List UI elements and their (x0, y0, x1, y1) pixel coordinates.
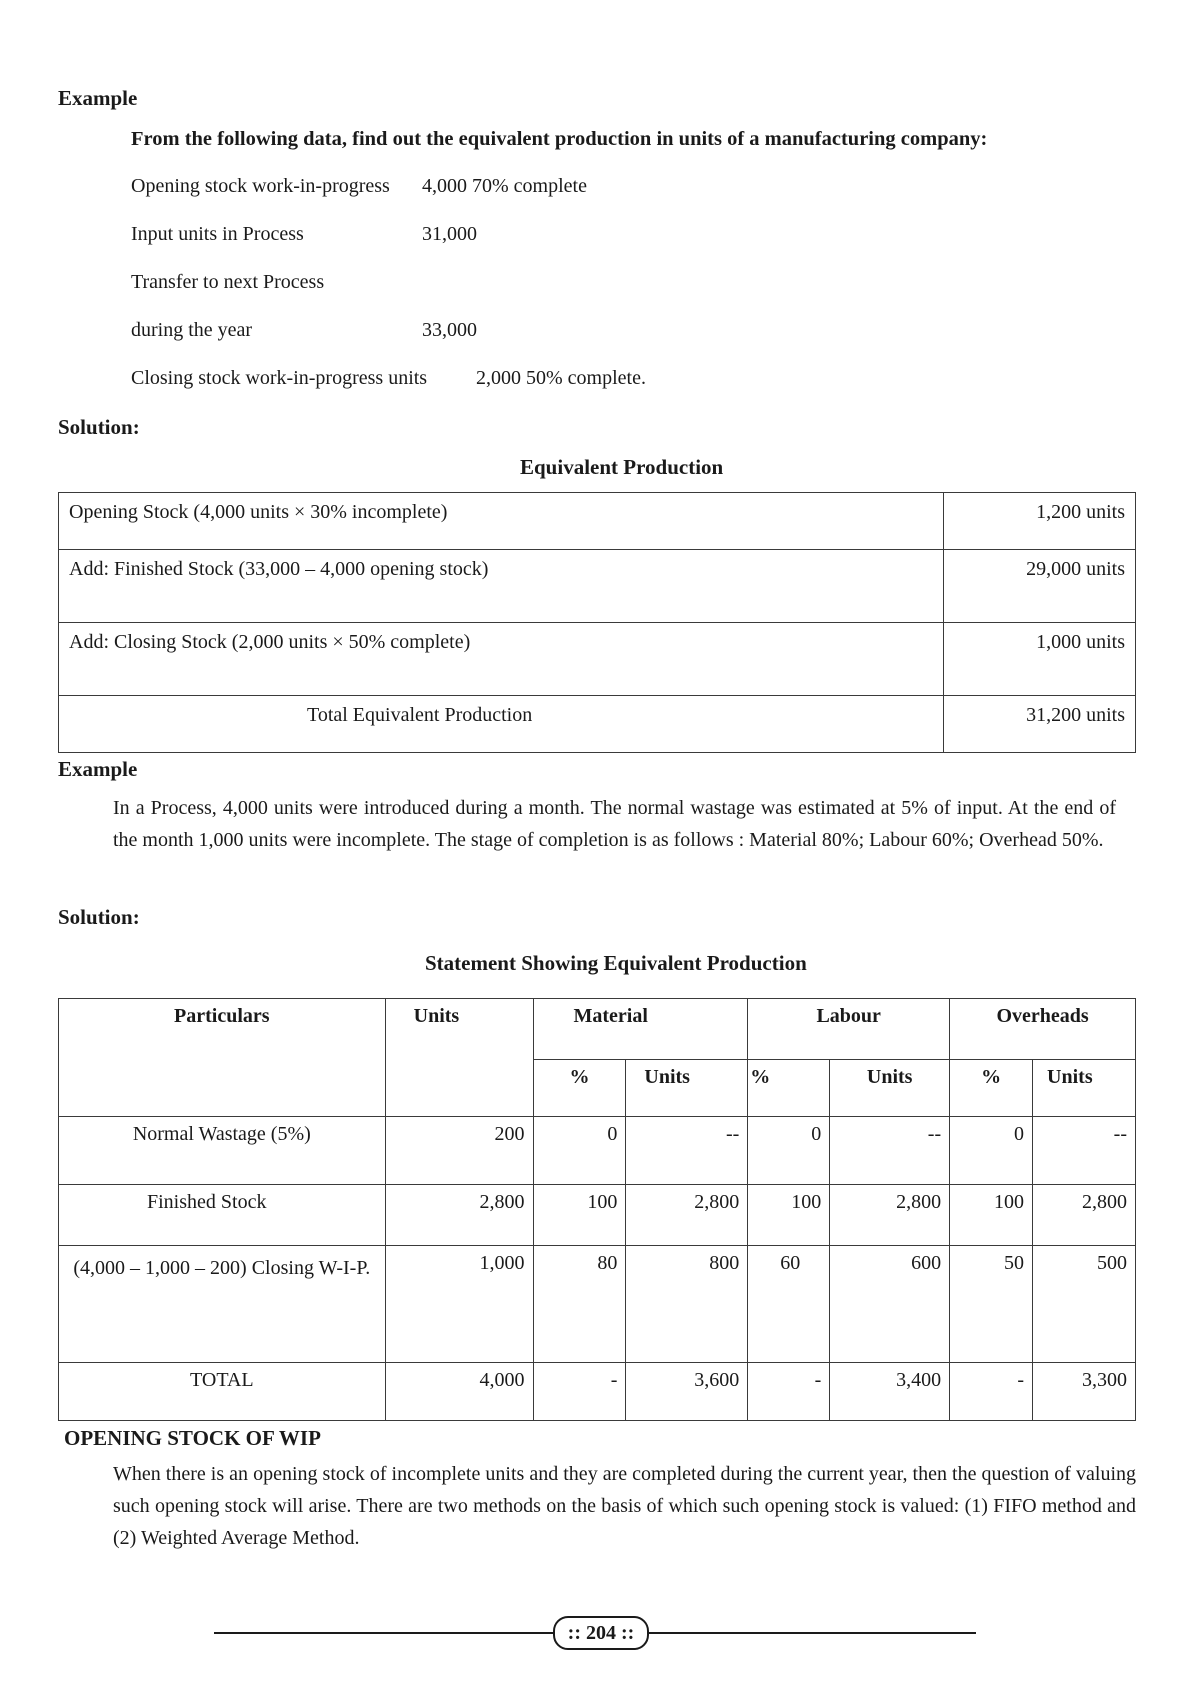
overheads-pct-cell: 100 (950, 1185, 1033, 1246)
table-row (59, 1185, 1136, 1246)
row-label: Add: Closing Stock (2,000 units × 50% complete) (59, 623, 944, 696)
section-text: When there is an opening stock of incomplete units and they are completed during the current year, then the question of valuing such opening stock will arise. There are two methods on the basis of which such opening stock is valued: (1) FIFO method and (2) Weighted Average Method. (113, 1463, 1136, 1549)
labour-units-cell: 2,800 (830, 1185, 950, 1246)
units-cell: 200 (385, 1117, 533, 1185)
section-heading: OPENING STOCK OF WIP (64, 1426, 321, 1450)
total-label: Total Equivalent Production (59, 696, 944, 753)
particulars-cell: Normal Wastage (5%) (59, 1117, 386, 1185)
labour-pct-cell: 0 (748, 1117, 830, 1185)
overheads-units-header: Units (1033, 1060, 1136, 1117)
material-units-cell: -- (626, 1117, 748, 1185)
labour-pct-header: % (748, 1060, 830, 1117)
material-pct-cell: 100 (533, 1185, 626, 1246)
row-label: Add: Finished Stock (33,000 – 4,000 opening stock) (59, 550, 944, 623)
data-line-value: 4,000 70% complete (422, 175, 587, 197)
table-title: Equivalent Production (520, 455, 724, 479)
example-heading: Example (58, 757, 138, 781)
data-line-label: Closing stock work-in-progress units (131, 367, 428, 389)
labour-pct-cell: - (748, 1363, 830, 1421)
labour-units-header: Units (830, 1060, 950, 1117)
example-text: In a Process, 4,000 units were introduced during a month. The normal wastage was estimated at 5% of input. At the end of the month 1,000 units were incomplete. The stage of completion is as follows : Material 80%; Labour 60%; Overhead 50%. (113, 797, 1116, 851)
equivalent-production-table (58, 492, 1136, 753)
header-units: Units (385, 999, 533, 1117)
overheads-units-cell: 500 (1033, 1246, 1136, 1363)
row-value: 29,000 units (944, 550, 1136, 623)
table-row (59, 493, 1136, 550)
particulars-cell: Finished Stock (59, 1185, 386, 1246)
labour-pct-cell: 100 (748, 1185, 830, 1246)
footer-rule-right (644, 1632, 976, 1634)
overheads-pct-header: % (950, 1060, 1033, 1117)
labour-units-cell: 600 (830, 1246, 950, 1363)
data-line-value: 2,000 50% complete. (476, 367, 646, 389)
particulars-cell: (4,000 – 1,000 – 200) Closing W-I-P. (59, 1246, 386, 1363)
labour-pct-cell: 60 (748, 1246, 830, 1363)
overheads-pct-cell: 0 (950, 1117, 1033, 1185)
header-material: Material (533, 999, 748, 1060)
solution-label: Solution: (58, 905, 140, 929)
header-labour: Labour (748, 999, 950, 1060)
data-line-label: Transfer to next Process (131, 271, 325, 293)
header-overheads: Overheads (950, 999, 1136, 1060)
header-particulars: Particulars (59, 999, 386, 1117)
material-units-header: Units (626, 1060, 748, 1117)
solution-label: Solution: (58, 415, 140, 439)
units-cell: 4,000 (385, 1363, 533, 1421)
page-number: :: 204 :: (553, 1616, 649, 1650)
data-line-value: 31,000 (422, 223, 477, 245)
row-label: Opening Stock (4,000 units × 30% incomplete) (59, 493, 944, 550)
equivalent-production-statement (58, 998, 1136, 1421)
overheads-pct-cell: 50 (950, 1246, 1033, 1363)
table-title: Statement Showing Equivalent Production (425, 951, 807, 975)
table-row (59, 1363, 1136, 1421)
material-pct-header: % (533, 1060, 626, 1117)
units-cell: 2,800 (385, 1185, 533, 1246)
material-pct-cell: - (533, 1363, 626, 1421)
overheads-pct-cell: - (950, 1363, 1033, 1421)
material-pct-cell: 80 (533, 1246, 626, 1363)
row-value: 1,000 units (944, 623, 1136, 696)
overheads-units-cell: 3,300 (1033, 1363, 1136, 1421)
material-units-cell: 2,800 (626, 1185, 748, 1246)
labour-units-cell: -- (830, 1117, 950, 1185)
units-cell: 1,000 (385, 1246, 533, 1363)
example-question: From the following data, find out the equivalent production in units of a manufacturing company: (131, 128, 988, 150)
data-line-label: during the year (131, 319, 253, 341)
table-row (59, 550, 1136, 623)
footer-rule-left (214, 1632, 554, 1634)
table-row (59, 696, 1136, 753)
data-line-value: 33,000 (422, 319, 477, 341)
labour-units-cell: 3,400 (830, 1363, 950, 1421)
data-line-label: Opening stock work-in-progress (131, 175, 390, 197)
row-value: 1,200 units (944, 493, 1136, 550)
data-line-label: Input units in Process (131, 223, 304, 245)
overheads-units-cell: -- (1033, 1117, 1136, 1185)
table-row (59, 623, 1136, 696)
particulars-cell: TOTAL (59, 1363, 386, 1421)
material-units-cell: 3,600 (626, 1363, 748, 1421)
total-value: 31,200 units (944, 696, 1136, 753)
material-units-cell: 800 (626, 1246, 748, 1363)
table-row (59, 1246, 1136, 1363)
material-pct-cell: 0 (533, 1117, 626, 1185)
example-heading: Example (58, 86, 138, 110)
table-row (59, 1117, 1136, 1185)
overheads-units-cell: 2,800 (1033, 1185, 1136, 1246)
